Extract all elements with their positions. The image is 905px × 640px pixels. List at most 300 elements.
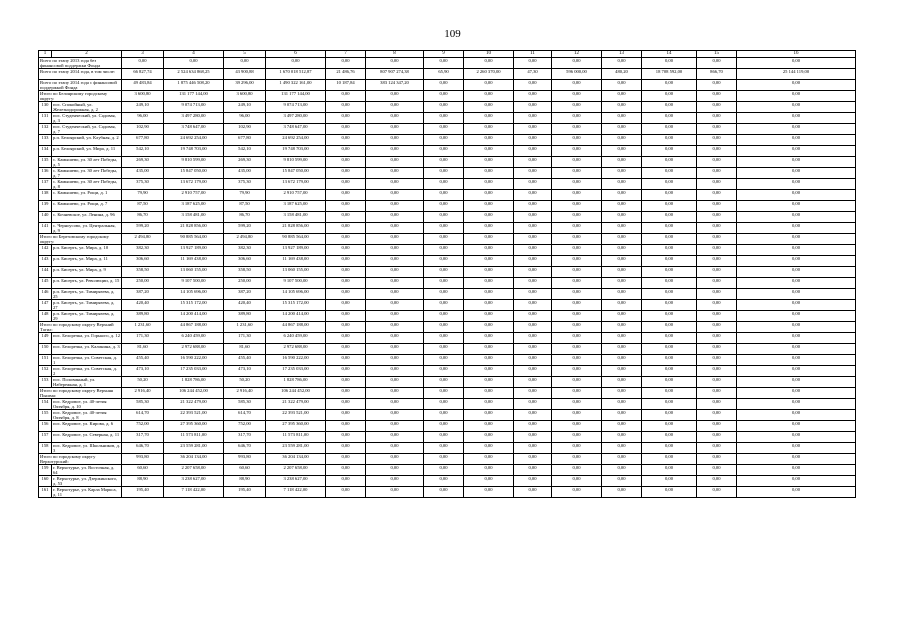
value-cell: 0,00: [697, 399, 737, 410]
value-cell: 106 244 452,00: [266, 388, 326, 399]
value-cell: 0,00: [737, 344, 856, 355]
summary-row: [39, 58, 856, 69]
value-cell: 60,60: [224, 465, 266, 476]
row-number: 137: [39, 179, 52, 190]
value-cell: 0,00: [326, 322, 366, 333]
value-cell: 0,00: [424, 454, 464, 465]
value-cell: 358,50: [224, 267, 266, 278]
value-cell: 0,00: [424, 399, 464, 410]
value-cell: 0,00: [366, 135, 424, 146]
value-cell: 0,00: [464, 399, 514, 410]
value-cell: 0,00: [464, 58, 514, 69]
value-cell: 0,00: [602, 344, 642, 355]
value-cell: 65,90: [424, 69, 464, 80]
value-cell: 306,60: [122, 256, 164, 267]
value-cell: 0,00: [514, 333, 552, 344]
value-cell: 599,20: [122, 223, 164, 234]
address-cell: пос. Студенческий, ул. Садовая, д. 3: [52, 113, 122, 124]
value-cell: 0,00: [326, 234, 366, 245]
value-cell: 60,60: [122, 465, 164, 476]
value-cell: 9 074 713,00: [164, 102, 224, 113]
table-row: [39, 421, 856, 432]
value-cell: 0,00: [737, 355, 856, 366]
column-header: 4: [164, 51, 224, 58]
value-cell: 13 060 155,00: [164, 267, 224, 278]
summary-label: Итого по Березовскому городскому округу:: [39, 234, 122, 245]
value-cell: 0,00: [514, 388, 552, 399]
value-cell: 0,00: [366, 366, 424, 377]
value-cell: 2 260 370,00: [464, 69, 514, 80]
value-cell: 3 600,80: [122, 91, 164, 102]
table-row: [39, 179, 856, 190]
value-cell: 455,40: [122, 355, 164, 366]
value-cell: 317,70: [122, 432, 164, 443]
value-cell: 0,00: [514, 135, 552, 146]
value-cell: 387,20: [224, 289, 266, 300]
value-cell: 15 847 050,00: [164, 168, 224, 179]
value-cell: 0,00: [424, 102, 464, 113]
address-cell: пос. Белоречка, ул. Калинина, д. 3: [52, 344, 122, 355]
address-cell: пос. Кедровое, ул. Северная, д. 11: [52, 432, 122, 443]
address-cell: с. Камышево, ул. Рощи, д. 7: [52, 201, 122, 212]
value-cell: 0,00: [514, 410, 552, 421]
value-cell: 0,00: [602, 377, 642, 388]
row-number: 159: [39, 465, 52, 476]
value-cell: 0,00: [737, 190, 856, 201]
row-number: 141: [39, 223, 52, 234]
value-cell: 0,00: [464, 245, 514, 256]
value-cell: 1 231,60: [122, 322, 164, 333]
value-cell: 0,00: [464, 333, 514, 344]
value-cell: 66 827,74: [122, 69, 164, 80]
value-cell: 0,00: [642, 124, 697, 135]
summary-label: Итого по городскому округу Верхний Тагил:: [39, 322, 122, 333]
value-cell: 15 847 050,00: [266, 168, 326, 179]
value-cell: 0,00: [464, 300, 514, 311]
value-cell: 2 207 658,00: [164, 465, 224, 476]
value-cell: 0,00: [737, 388, 856, 399]
value-cell: 0,00: [737, 91, 856, 102]
value-cell: 0,00: [552, 333, 602, 344]
value-cell: 0,00: [424, 388, 464, 399]
value-cell: 0,00: [737, 80, 856, 91]
value-cell: 0,00: [602, 124, 642, 135]
value-cell: 195,40: [122, 487, 164, 498]
value-cell: 0,00: [464, 113, 514, 124]
value-cell: 0,00: [602, 157, 642, 168]
value-cell: 0,00: [464, 212, 514, 223]
value-cell: 81,60: [122, 344, 164, 355]
value-cell: 106 244 452,00: [164, 388, 224, 399]
value-cell: 0,00: [602, 355, 642, 366]
value-cell: 0,00: [552, 278, 602, 289]
value-cell: 2 916,40: [224, 388, 266, 399]
value-cell: 0,00: [602, 410, 642, 421]
value-cell: 250,00: [224, 278, 266, 289]
value-cell: 2 916,40: [122, 388, 164, 399]
value-cell: 249,10: [224, 102, 266, 113]
column-header: 14: [642, 51, 697, 58]
value-cell: 807 907 274,38: [366, 69, 424, 80]
value-cell: 0,00: [642, 476, 697, 487]
value-cell: 0,00: [366, 58, 424, 69]
value-cell: 0,00: [642, 256, 697, 267]
value-cell: 0,00: [366, 399, 424, 410]
table-row: [39, 124, 856, 135]
value-cell: 0,00: [552, 124, 602, 135]
value-cell: 25 144 119,00: [737, 69, 856, 80]
value-cell: 382,30: [122, 245, 164, 256]
value-cell: 0,00: [737, 223, 856, 234]
column-header: 15: [697, 51, 737, 58]
summary-label: Всего по этапу 2014 года с финансовой поддержкой Фонда: [39, 80, 122, 91]
value-cell: 0,00: [424, 443, 464, 454]
value-cell: 0,00: [464, 135, 514, 146]
row-number: 158: [39, 443, 52, 454]
value-cell: 0,00: [737, 421, 856, 432]
value-cell: 0,00: [602, 58, 642, 69]
value-cell: 0,00: [424, 223, 464, 234]
value-cell: 0,00: [642, 212, 697, 223]
value-cell: 0,00: [552, 476, 602, 487]
address-cell: с. Черноусово, ул. Центральная, д. 9: [52, 223, 122, 234]
value-cell: 0,00: [697, 311, 737, 322]
value-cell: 0,00: [464, 223, 514, 234]
value-cell: 0,00: [424, 333, 464, 344]
column-header: 13: [602, 51, 642, 58]
value-cell: 0,00: [366, 190, 424, 201]
column-header: 9: [424, 51, 464, 58]
value-cell: 0,00: [602, 212, 642, 223]
value-cell: 17 235 033,00: [266, 366, 326, 377]
value-cell: 0,00: [366, 201, 424, 212]
value-cell: 0,00: [464, 410, 514, 421]
value-cell: 0,00: [326, 300, 366, 311]
value-cell: 0,00: [514, 344, 552, 355]
value-cell: 11 573 811,00: [164, 432, 224, 443]
value-cell: 0,00: [697, 113, 737, 124]
table-row: [39, 377, 856, 388]
value-cell: 0,00: [737, 146, 856, 157]
row-number: 154: [39, 399, 52, 410]
value-cell: 9 107 500,00: [266, 278, 326, 289]
value-cell: 0,00: [464, 432, 514, 443]
address-cell: с. Камышево, ул. 30 лет Победы, д. 8: [52, 179, 122, 190]
value-cell: 0,00: [737, 124, 856, 135]
value-cell: 0,00: [697, 300, 737, 311]
value-cell: 0,00: [326, 465, 366, 476]
value-cell: 0,00: [514, 179, 552, 190]
row-number: 147: [39, 300, 52, 311]
table-row: [39, 102, 856, 113]
value-cell: 0,00: [424, 289, 464, 300]
value-cell: 250,00: [122, 278, 164, 289]
value-cell: 0,00: [697, 454, 737, 465]
value-cell: 9 107 500,00: [164, 278, 224, 289]
value-cell: 18 708 592,00: [642, 69, 697, 80]
value-cell: 0,00: [642, 333, 697, 344]
value-cell: 0,00: [424, 278, 464, 289]
value-cell: 0,00: [326, 487, 366, 498]
value-cell: 7 118 422,00: [266, 487, 326, 498]
value-cell: 269,30: [122, 157, 164, 168]
value-cell: 14 200 414,00: [164, 311, 224, 322]
value-cell: 0,00: [326, 135, 366, 146]
value-cell: 0,00: [697, 234, 737, 245]
value-cell: 0,00: [424, 179, 464, 190]
table-row: [39, 333, 856, 344]
value-cell: 0,00: [552, 454, 602, 465]
row-number: 148: [39, 311, 52, 322]
value-cell: 0,00: [697, 476, 737, 487]
value-cell: 0,00: [552, 201, 602, 212]
value-cell: 0,00: [366, 212, 424, 223]
value-cell: 0,00: [464, 124, 514, 135]
row-number: 155: [39, 410, 52, 421]
value-cell: 0,00: [552, 267, 602, 278]
address-cell: пос. Кедровое, ул. Кирова, д. 6: [52, 421, 122, 432]
row-number: 149: [39, 333, 52, 344]
value-cell: 646,70: [224, 443, 266, 454]
value-cell: 0,00: [366, 91, 424, 102]
value-cell: 383 124 347,20: [366, 80, 424, 91]
table-header-row: [39, 51, 856, 58]
value-cell: 0,00: [737, 58, 856, 69]
summary-label: Итого по Белоярскому городскому округу:: [39, 91, 122, 102]
value-cell: 249,10: [122, 102, 164, 113]
value-cell: 0,00: [514, 124, 552, 135]
value-cell: 21 322 479,00: [266, 399, 326, 410]
value-cell: 0,00: [642, 179, 697, 190]
value-cell: 0,00: [642, 102, 697, 113]
value-cell: 0,00: [464, 278, 514, 289]
value-cell: 0,00: [737, 410, 856, 421]
value-cell: 0,00: [642, 80, 697, 91]
summary-label: Итого по городскому округу Верхняя Пышма:: [39, 388, 122, 399]
value-cell: 0,00: [737, 311, 856, 322]
table-row: [39, 476, 856, 487]
address-cell: р.п. Бисерть, ул. Мира, д. 11: [52, 256, 122, 267]
value-cell: 0,00: [326, 179, 366, 190]
value-cell: 2 207 658,00: [266, 465, 326, 476]
value-cell: 0,00: [514, 311, 552, 322]
address-cell: р.п. Бисерть, ул. Тимирязева, д. 29: [52, 311, 122, 322]
value-cell: 387,20: [122, 289, 164, 300]
value-cell: 473,10: [224, 366, 266, 377]
address-cell: р.п. Бисерть, ул. Мира, д. 10: [52, 245, 122, 256]
value-cell: 0,00: [737, 267, 856, 278]
value-cell: 0,00: [514, 91, 552, 102]
value-cell: 0,00: [464, 190, 514, 201]
table-row: [39, 146, 856, 157]
value-cell: 0,00: [366, 300, 424, 311]
value-cell: 0,00: [366, 157, 424, 168]
value-cell: 0,00: [737, 102, 856, 113]
table-row: [39, 289, 856, 300]
value-cell: 0,00: [424, 300, 464, 311]
value-cell: 0,00: [424, 410, 464, 421]
summary-label: Всего по этапу 2013 года без финансовой поддержки Фонда: [39, 58, 122, 69]
column-header: 3: [122, 51, 164, 58]
value-cell: 0,00: [464, 146, 514, 157]
value-cell: 0,00: [602, 179, 642, 190]
value-cell: 0,00: [697, 245, 737, 256]
value-cell: 79,90: [224, 190, 266, 201]
value-cell: 0,00: [424, 311, 464, 322]
summary-row: [39, 454, 856, 465]
value-cell: 0,00: [697, 58, 737, 69]
value-cell: 269,30: [224, 157, 266, 168]
value-cell: 0,00: [552, 256, 602, 267]
value-cell: 131 177 144,00: [164, 91, 224, 102]
value-cell: 9 074 713,00: [266, 102, 326, 113]
value-cell: 0,00: [697, 465, 737, 476]
value-cell: 866,70: [697, 69, 737, 80]
value-cell: 480,20: [602, 69, 642, 80]
value-cell: 0,00: [514, 58, 552, 69]
value-cell: 3 748 647,00: [266, 124, 326, 135]
row-number: 152: [39, 366, 52, 377]
value-cell: 0,00: [642, 135, 697, 146]
value-cell: 585,30: [224, 399, 266, 410]
value-cell: 0,00: [697, 124, 737, 135]
value-cell: 171,30: [224, 333, 266, 344]
value-cell: 0,00: [514, 421, 552, 432]
value-cell: 3 158 481,00: [164, 212, 224, 223]
value-cell: 3 238 627,00: [266, 476, 326, 487]
summary-label: Всего по этапу 2014 года, в том числе:: [39, 69, 122, 80]
value-cell: 0,00: [642, 487, 697, 498]
value-cell: 0,00: [464, 487, 514, 498]
value-cell: 79,90: [122, 190, 164, 201]
value-cell: 11 169 438,00: [266, 256, 326, 267]
value-cell: 0,00: [602, 432, 642, 443]
value-cell: 0,00: [464, 454, 514, 465]
value-cell: 0,00: [464, 289, 514, 300]
address-cell: р.п. Бисерть, ул. Тимирязева, д. 25: [52, 289, 122, 300]
value-cell: 0,00: [464, 421, 514, 432]
summary-row: [39, 80, 856, 91]
value-cell: 0,00: [514, 80, 552, 91]
value-cell: 0,00: [424, 366, 464, 377]
row-number: 161: [39, 487, 52, 498]
value-cell: 0,00: [642, 157, 697, 168]
value-cell: 0,00: [697, 333, 737, 344]
value-cell: 0,00: [552, 113, 602, 124]
value-cell: 0,00: [737, 377, 856, 388]
table-row: [39, 245, 856, 256]
row-number: 131: [39, 113, 52, 124]
value-cell: 13 672 179,00: [164, 179, 224, 190]
value-cell: 0,00: [514, 102, 552, 113]
value-cell: 36 204 134,00: [164, 454, 224, 465]
value-cell: 0,00: [552, 190, 602, 201]
column-header: 6: [266, 51, 326, 58]
value-cell: 0,00: [602, 245, 642, 256]
value-cell: 0,00: [366, 311, 424, 322]
table-row: [39, 168, 856, 179]
value-cell: 0,00: [602, 168, 642, 179]
value-cell: 0,00: [602, 322, 642, 333]
value-cell: 0,00: [552, 355, 602, 366]
value-cell: 0,00: [697, 344, 737, 355]
value-cell: 0,00: [737, 168, 856, 179]
value-cell: 0,00: [464, 476, 514, 487]
value-cell: 0,00: [366, 102, 424, 113]
table-row: [39, 113, 856, 124]
table-row: [39, 300, 856, 311]
value-cell: 0,00: [464, 102, 514, 113]
value-cell: 0,00: [697, 322, 737, 333]
value-cell: 0,00: [642, 377, 697, 388]
value-cell: 0,00: [642, 146, 697, 157]
value-cell: 0,00: [266, 58, 326, 69]
value-cell: 0,00: [552, 157, 602, 168]
value-cell: 0,00: [326, 377, 366, 388]
value-cell: 0,00: [326, 476, 366, 487]
value-cell: 3 238 627,00: [164, 476, 224, 487]
value-cell: 0,00: [697, 212, 737, 223]
value-cell: 0,00: [366, 476, 424, 487]
value-cell: 10 187,84: [326, 80, 366, 91]
value-cell: 0,00: [514, 366, 552, 377]
value-cell: 0,00: [464, 443, 514, 454]
value-cell: 3 748 647,00: [164, 124, 224, 135]
column-header: 1: [39, 51, 52, 58]
value-cell: 0,00: [697, 421, 737, 432]
value-cell: 0,00: [642, 278, 697, 289]
value-cell: 0,00: [326, 344, 366, 355]
table-row: [39, 410, 856, 421]
table-body: [39, 58, 856, 498]
value-cell: 0,00: [602, 91, 642, 102]
value-cell: 0,00: [697, 388, 737, 399]
value-cell: 0,00: [464, 201, 514, 212]
value-cell: 0,00: [326, 366, 366, 377]
value-cell: 0,00: [552, 223, 602, 234]
value-cell: 0,00: [424, 58, 464, 69]
value-cell: 0,00: [642, 289, 697, 300]
address-cell: пос. Студенческий, ул. Садовая, д. 7: [52, 124, 122, 135]
value-cell: 599,20: [224, 223, 266, 234]
value-cell: 0,00: [464, 388, 514, 399]
value-cell: 0,00: [326, 113, 366, 124]
value-cell: 21 322 479,00: [164, 399, 224, 410]
value-cell: 102,90: [224, 124, 266, 135]
value-cell: 0,00: [514, 399, 552, 410]
value-cell: 585,30: [122, 399, 164, 410]
value-cell: 0,00: [642, 366, 697, 377]
table-row: [39, 465, 856, 476]
value-cell: 0,00: [737, 179, 856, 190]
value-cell: 542,10: [224, 146, 266, 157]
value-cell: 0,00: [424, 355, 464, 366]
value-cell: 0,00: [464, 267, 514, 278]
value-cell: 0,00: [602, 135, 642, 146]
value-cell: 0,00: [737, 322, 856, 333]
value-cell: 0,00: [366, 179, 424, 190]
table-row: [39, 432, 856, 443]
value-cell: 0,00: [552, 421, 602, 432]
summary-row: [39, 69, 856, 80]
table-row: [39, 399, 856, 410]
value-cell: 0,00: [464, 256, 514, 267]
value-cell: 131 177 144,00: [266, 91, 326, 102]
value-cell: 1 828 786,00: [164, 377, 224, 388]
value-cell: 0,00: [737, 157, 856, 168]
value-cell: 0,00: [697, 168, 737, 179]
value-cell: 87,50: [224, 201, 266, 212]
